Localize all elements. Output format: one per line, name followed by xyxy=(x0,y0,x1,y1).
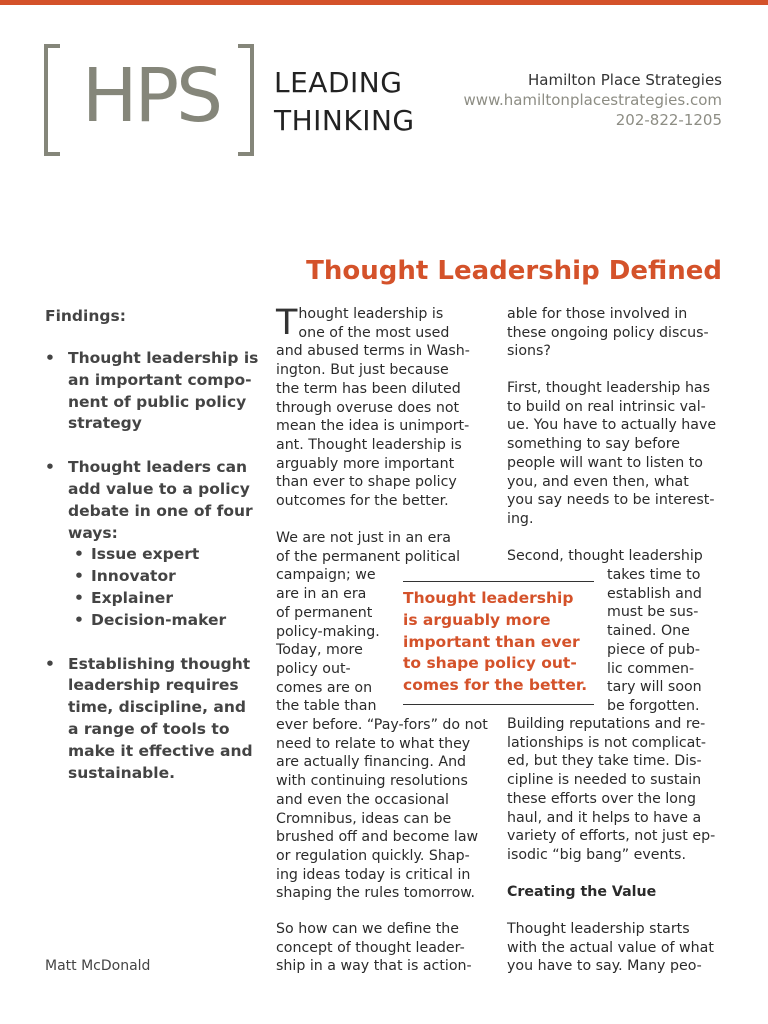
body-line: these ongoing policy discus- xyxy=(507,324,709,341)
body-line: brushed off and become law xyxy=(276,829,479,846)
finding-line: time, discipline, and xyxy=(68,698,246,717)
body-line: policy-making. xyxy=(276,623,380,640)
body-line: Building reputations and re- xyxy=(507,716,706,732)
pull-quote-line: important than ever xyxy=(403,632,580,651)
body-line: and abused terms in Wash- xyxy=(276,343,470,360)
tagline-line-2: THINKING xyxy=(274,104,415,137)
finding-line: • Thought leaders can xyxy=(68,458,248,477)
body-line: isodic “big bang” events. xyxy=(507,846,686,863)
body-line: or regulation quickly. Shap- xyxy=(276,847,470,864)
body-line: piece of pub- xyxy=(607,641,701,658)
body-line: than ever to shape policy xyxy=(276,474,457,491)
finding-line: make it effective and xyxy=(68,741,253,760)
pull-quote-line: comes for the better. xyxy=(403,676,588,695)
body-line: outcomes for the better. xyxy=(276,493,449,510)
tagline xyxy=(274,64,415,140)
col2-paragraph-4 xyxy=(507,920,729,976)
col2-paragraph-1 xyxy=(507,305,729,361)
body-line: ever before. “Pay-fors” do not xyxy=(276,717,488,734)
body-line: hought leadership is xyxy=(298,306,444,322)
col2-paragraph-3-lead xyxy=(507,547,729,566)
body-line: need to relate to what they xyxy=(276,735,471,752)
body-line: ing ideas today is critical in xyxy=(276,866,471,883)
body-line: able for those involved in xyxy=(507,306,688,322)
finding-item xyxy=(45,348,265,435)
pull-quote-line: is arguably more xyxy=(403,610,551,629)
body-line: of permanent xyxy=(276,604,373,621)
body-line: and even the occasional xyxy=(276,791,449,808)
finding-line: sustainable. xyxy=(68,763,175,782)
body-line: policy out- xyxy=(276,660,351,677)
findings-heading: Findings: xyxy=(45,307,126,325)
drop-cap: T xyxy=(276,303,298,343)
body-line: First, thought leadership has xyxy=(507,380,711,396)
pull-quote xyxy=(403,581,594,705)
body-line: campaign; we xyxy=(276,567,376,584)
logo-text: HPS xyxy=(81,53,221,139)
body-line: establish and xyxy=(607,585,702,602)
tagline-line-1: LEADING xyxy=(274,66,403,99)
body-line: you say needs to be interest- xyxy=(507,492,715,509)
body-line: So how can we define the xyxy=(276,921,460,937)
body-line: haul, and it helps to have a xyxy=(507,809,702,826)
pull-quote-line: to shape policy out- xyxy=(403,654,577,673)
body-line: ing. xyxy=(507,510,534,527)
website-link[interactable]: www.hamiltonplacestrategies.com xyxy=(463,91,722,109)
body-line: variety of efforts, not just ep- xyxy=(507,828,716,845)
finding-line: an important compo- xyxy=(68,370,252,389)
body-line: through overuse does not xyxy=(276,399,460,416)
body-line: to build on real intrinsic val- xyxy=(507,398,706,415)
body-line: you have to say. Many peo- xyxy=(507,958,702,975)
body-line: mean the idea is unimport- xyxy=(276,418,470,435)
body-line: arguably more important xyxy=(276,455,455,472)
body-line: are in an era xyxy=(276,586,367,603)
body-line: you, and even then, what xyxy=(507,473,689,490)
body-line: with continuing resolutions xyxy=(276,773,468,790)
body-line: be forgotten. xyxy=(607,697,700,714)
finding-item xyxy=(45,654,265,785)
body-line: lationships is not complicat- xyxy=(507,734,706,751)
way-item: • Issue expert xyxy=(68,544,265,566)
finding-line: • Thought leadership is xyxy=(68,349,259,367)
finding-line: strategy xyxy=(68,414,142,433)
author-name: Matt McDonald xyxy=(45,958,151,974)
body-line: Second, thought leadership xyxy=(507,548,703,564)
phone-number: 202-822-1205 xyxy=(615,111,722,129)
body-line: one of the most used xyxy=(298,324,450,341)
body-line: with the actual value of what xyxy=(507,939,714,956)
body-line: ed, but they take time. Dis- xyxy=(507,753,702,770)
finding-line: a range of tools to xyxy=(68,719,230,738)
pull-quote-line: Thought leadership xyxy=(403,589,574,607)
body-line: takes time to xyxy=(607,567,701,583)
way-item: • Explainer xyxy=(68,588,265,610)
body-line: tained. One xyxy=(607,623,690,640)
body-line: shaping the rules tomorrow. xyxy=(276,885,476,902)
col2-paragraph-3-wrap xyxy=(607,566,729,716)
way-item: • Innovator xyxy=(68,566,265,588)
body-line: Cromnibus, ideas can be xyxy=(276,810,452,827)
body-line: cipline is needed to sustain xyxy=(507,772,702,789)
body-line: ue. You have to actually have xyxy=(507,417,717,434)
section-subheading: Creating the Value xyxy=(507,884,657,900)
top-accent-bar xyxy=(0,0,768,5)
finding-line: leadership requires xyxy=(68,676,239,695)
ways-sublist xyxy=(68,544,265,631)
body-line: the table than xyxy=(276,698,377,715)
finding-line: add value to a policy xyxy=(68,479,250,498)
finding-line: ways: xyxy=(68,523,118,542)
way-item: • Decision-maker xyxy=(68,610,265,632)
hps-logo xyxy=(44,44,256,156)
finding-line: nent of public policy xyxy=(68,392,247,411)
logo-left-bracket xyxy=(44,44,60,156)
body-line: We are not just in an era xyxy=(276,530,451,546)
finding-line: • Establishing thought xyxy=(68,654,251,673)
body-line: Thought leadership starts xyxy=(507,921,690,937)
body-line: something to say before xyxy=(507,436,681,453)
body-paragraph-1 xyxy=(276,305,498,511)
body-line: tary will soon xyxy=(607,679,702,696)
body-line: ington. But just because xyxy=(276,362,449,379)
body-line: must be sus- xyxy=(607,604,699,621)
company-name: Hamilton Place Strategies xyxy=(527,71,722,89)
body-line: concept of thought leader- xyxy=(276,939,465,956)
finding-line: debate in one of four xyxy=(68,501,253,520)
body-line: ship in a way that is action- xyxy=(276,958,472,975)
contact-block xyxy=(464,70,722,130)
body-line: people will want to listen to xyxy=(507,454,703,471)
body-line: the term has been diluted xyxy=(276,380,461,397)
page-title: Thought Leadership Defined xyxy=(306,256,722,286)
finding-item xyxy=(45,457,265,631)
col2-paragraph-2 xyxy=(507,379,729,529)
col2-paragraph-3-rest xyxy=(507,715,729,865)
body-line: sions? xyxy=(507,343,551,360)
body-line: comes are on xyxy=(276,679,373,696)
logo-right-bracket xyxy=(238,44,254,156)
body-line: these efforts over the long xyxy=(507,790,696,807)
body-paragraph-3 xyxy=(276,920,498,976)
body-line: lic commen- xyxy=(607,660,695,677)
findings-list xyxy=(45,348,265,784)
body-line: of the permanent political xyxy=(276,548,461,565)
body-line: Today, more xyxy=(276,642,363,659)
body-line: ant. Thought leadership is xyxy=(276,436,462,453)
body-line: are actually financing. And xyxy=(276,754,467,771)
